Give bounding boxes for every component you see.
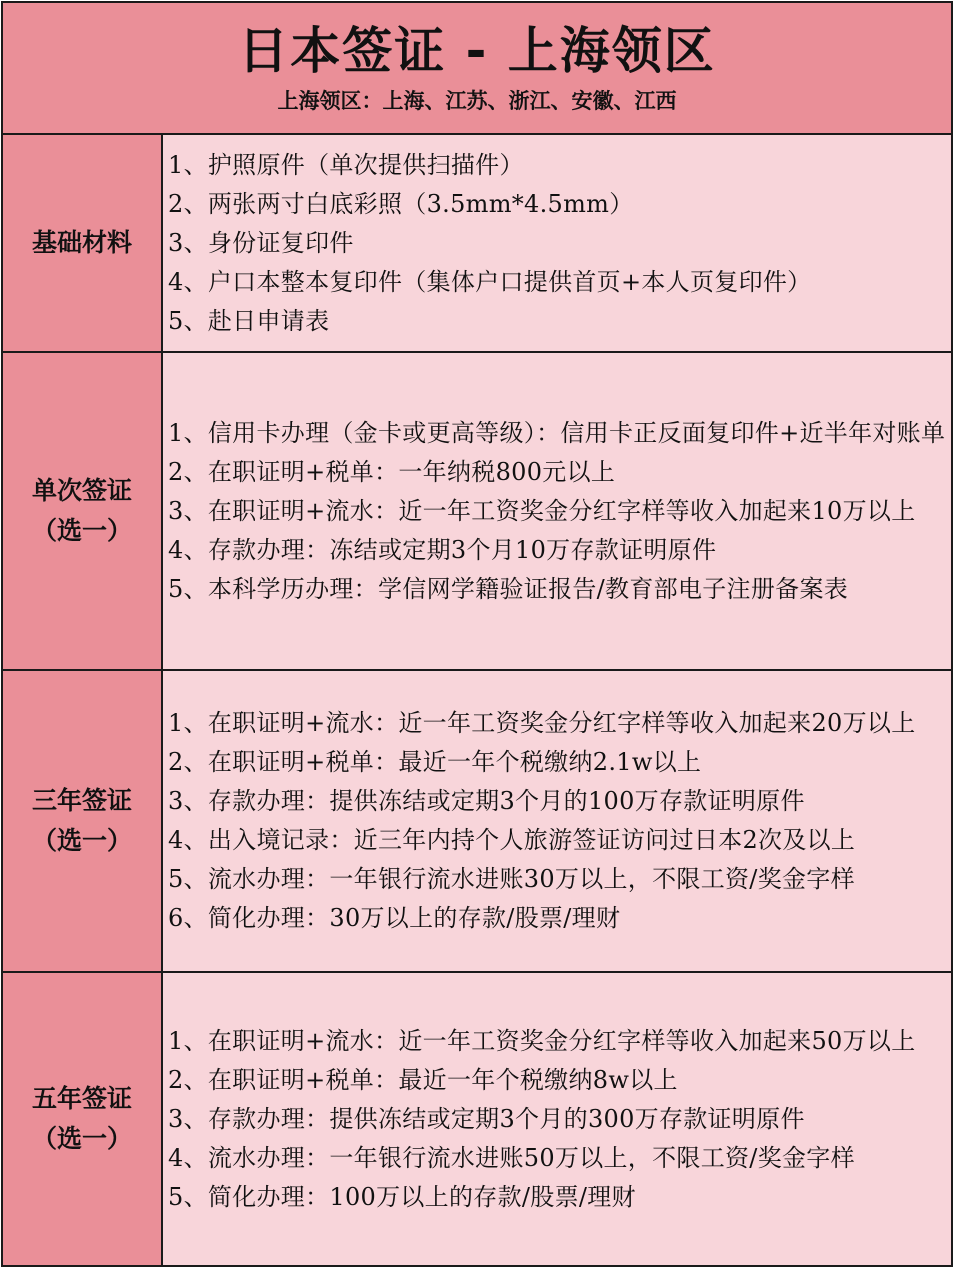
section-basic-materials [3, 135, 951, 353]
list-item: 3、存款办理：提供冻结或定期3个月的100万存款证明原件 [168, 787, 805, 815]
visa-requirements-table [1, 1, 953, 1267]
list-item: 2、两张两寸白底彩照（3.5mm*4.5mm） [168, 189, 634, 218]
section-single-entry-visa [3, 353, 951, 671]
section-label-line: 单次签证 [31, 476, 132, 505]
list-item: 6、简化办理：30万以上的存款/股票/理财 [168, 904, 621, 932]
section-label [3, 671, 163, 971]
section-label [3, 135, 163, 351]
list-item: 2、在职证明+税单：最近一年个税缴纳8w以上 [168, 1065, 678, 1094]
section-label-line: 五年签证 [31, 1084, 132, 1113]
section-three-year-visa [3, 671, 951, 973]
section-label-line: 三年签证 [31, 786, 132, 815]
list-item: 2、在职证明+税单：最近一年个税缴纳2.1w以上 [168, 748, 702, 776]
list-item: 5、简化办理：100万以上的存款/股票/理财 [168, 1182, 636, 1211]
page-title: 日本签证 - 上海领区 [238, 22, 716, 80]
section-label-line: （选一） [31, 826, 132, 855]
list-item: 3、在职证明+流水：近一年工资奖金分红字样等收入加起来10万以上 [168, 496, 916, 525]
section-items [163, 353, 951, 669]
section-items [163, 135, 951, 351]
list-item: 4、出入境记录：近三年内持个人旅游签证访问过日本2次及以上 [168, 826, 856, 854]
list-item: 1、在职证明+流水：近一年工资奖金分红字样等收入加起来20万以上 [168, 709, 916, 737]
section-label [3, 353, 163, 669]
list-item: 5、赴日申请表 [168, 306, 330, 335]
list-item: 4、户口本整本复印件（集体户口提供首页+本人页复印件） [168, 267, 812, 296]
list-item: 5、流水办理：一年银行流水进账30万以上，不限工资/奖金字样 [168, 865, 855, 893]
section-label-line: （选一） [31, 516, 132, 545]
consular-district-subtitle: 上海领区：上海、江苏、浙江、安徽、江西 [277, 89, 677, 113]
list-item: 1、在职证明+流水：近一年工资奖金分红字样等收入加起来50万以上 [168, 1026, 916, 1055]
list-item: 4、流水办理：一年银行流水进账50万以上，不限工资/奖金字样 [168, 1143, 855, 1172]
section-five-year-visa [3, 973, 951, 1265]
list-item: 1、护照原件（单次提供扫描件） [168, 150, 524, 179]
section-items [163, 973, 951, 1265]
list-item: 3、身份证复印件 [168, 228, 354, 257]
list-item: 5、本科学历办理：学信网学籍验证报告/教育部电子注册备案表 [168, 574, 849, 603]
list-item: 4、存款办理：冻结或定期3个月10万存款证明原件 [168, 535, 717, 564]
section-items [163, 671, 951, 971]
section-label-line: 基础材料 [31, 228, 132, 257]
section-label-line: （选一） [31, 1124, 132, 1153]
list-item: 2、在职证明+税单：一年纳税800元以上 [168, 457, 616, 486]
table-header [3, 3, 951, 135]
list-item: 3、存款办理：提供冻结或定期3个月的300万存款证明原件 [168, 1104, 805, 1133]
section-label [3, 973, 163, 1265]
list-item: 1、信用卡办理（金卡或更高等级）：信用卡正反面复印件+近半年对账单 [168, 418, 946, 447]
